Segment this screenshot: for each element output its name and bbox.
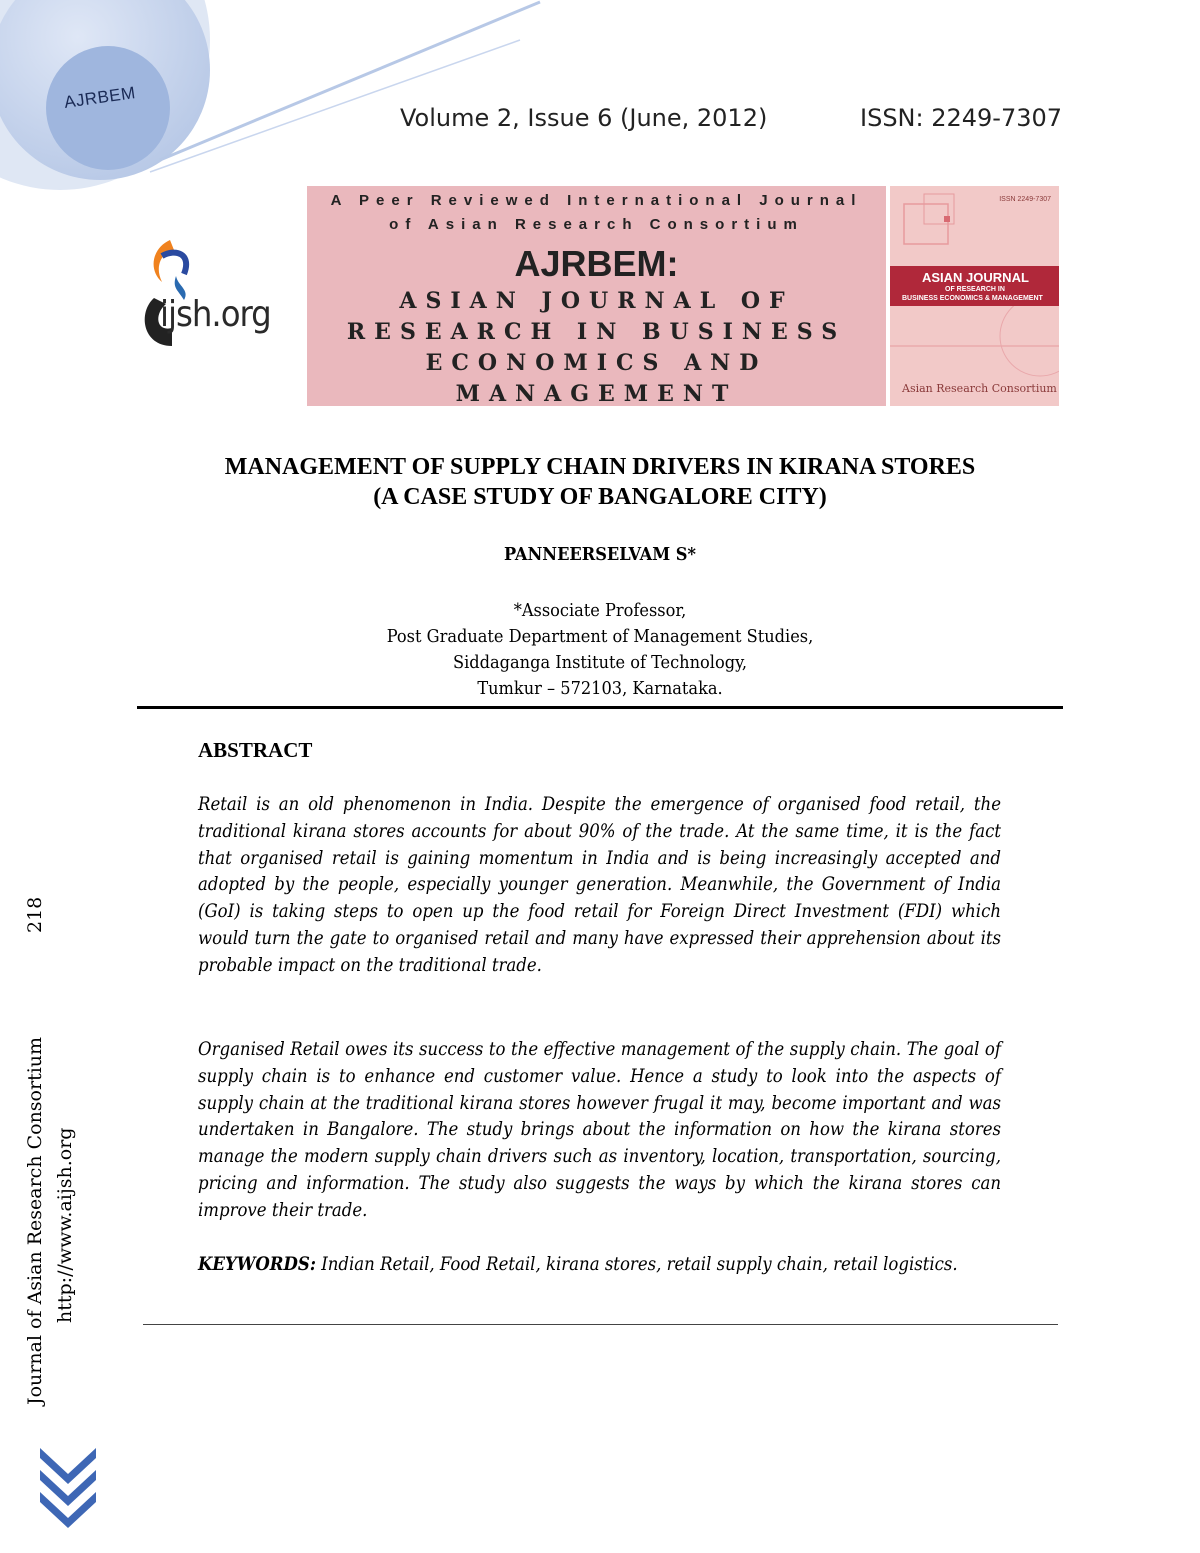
side-journal-name: Journal of Asian Research Consortium xyxy=(24,1036,46,1405)
cover-issn: ISSN 2249-7307 xyxy=(999,196,1051,203)
abstract-paragraph-2: Organised Retail owes its success to the effective management of the supply chain. The goal of supply chain is to enhance end customer value. Hence a study to look into the aspects of supply chain at the traditional kirana stores however frugal it may, become important and was undertaken in Bangalore. The study brings about the information on how the kirana stores manage the modern supply chain drivers such as inventory, location, transportation, sourcing, pricing and information. The study also suggests the ways by which the kirana stores can improve their trade. xyxy=(198,1039,1001,1221)
cover-title-band xyxy=(890,266,1059,306)
footer-divider xyxy=(143,1324,1058,1325)
cover-subtitle2: BUSINESS ECONOMICS & MANAGEMENT xyxy=(902,295,1043,302)
journal-banner xyxy=(307,186,886,406)
cover-publisher: Asian Research Consortium xyxy=(902,382,1057,395)
abstract-heading: ABSTRACT xyxy=(198,738,313,762)
ijsh-logo-text: ijsh.org xyxy=(160,294,271,335)
banner-peer-line2: of Asian Research Consortium xyxy=(389,216,804,233)
volume-issue: Volume 2, Issue 6 (June, 2012) xyxy=(400,104,768,132)
chevron-down-icon xyxy=(36,1440,100,1530)
cover-title: ASIAN JOURNAL xyxy=(922,270,1029,285)
article-title-line1: MANAGEMENT OF SUPPLY CHAIN DRIVERS IN KIRANA STORES xyxy=(224,454,976,480)
keywords-list: Indian Retail, Food Retail, kirana stores, retail supply chain, retail logistics. xyxy=(315,1254,958,1275)
abstract-paragraph-1: Retail is an old phenomenon in India. Despite the emergence of organised food retail, the traditional kirana stores accounts for about 90% of the trade. At the same time, it is the fact that organised retail is gaining momentum in India and is being increasingly accepted and adopted by the people, especially younger generation. Meanwhile, the Government of India (GoI) is taking steps to open up the food retail for Foreign Direct Investment (FDI) which would turn the gate to organised retail and many have expressed their apprehension about its probable impact on the traditional trade. xyxy=(198,794,1001,976)
ijsh-logo xyxy=(132,228,272,358)
page-number: 218 xyxy=(24,896,46,933)
side-journal-url[interactable]: http://www.aijsh.org xyxy=(54,1127,76,1323)
affiliation-line: Post Graduate Department of Management Studies, xyxy=(386,626,814,647)
journal-cover-thumbnail xyxy=(890,186,1059,406)
header-divider xyxy=(137,706,1063,709)
cover-subtitle1: OF RESEARCH IN xyxy=(945,286,1005,293)
keywords xyxy=(198,1252,1001,1279)
affiliation-line: *Associate Professor, xyxy=(513,600,687,621)
affiliation-line: Tumkur – 572103, Karnataka. xyxy=(477,678,723,699)
issn: ISSN: 2249-7307 xyxy=(860,104,1063,132)
author-name: PANNEERSELVAM S* xyxy=(504,544,696,565)
banner-abbreviation: AJRBEM: xyxy=(514,243,679,284)
keywords-label: KEYWORDS: xyxy=(198,1254,316,1275)
affiliation-line: Siddaganga Institute of Technology, xyxy=(453,652,747,673)
banner-peer-line1: A Peer Reviewed International Journal xyxy=(330,192,863,209)
banner-full-name: ASIAN JOURNAL OF RESEARCH IN BUSINESS ECONOMICS AND MANAGEMENT xyxy=(346,288,847,407)
journal-badge: AJRBEM xyxy=(62,83,137,112)
article-title-line2: (A CASE STUDY OF BANGALORE CITY) xyxy=(373,484,827,510)
